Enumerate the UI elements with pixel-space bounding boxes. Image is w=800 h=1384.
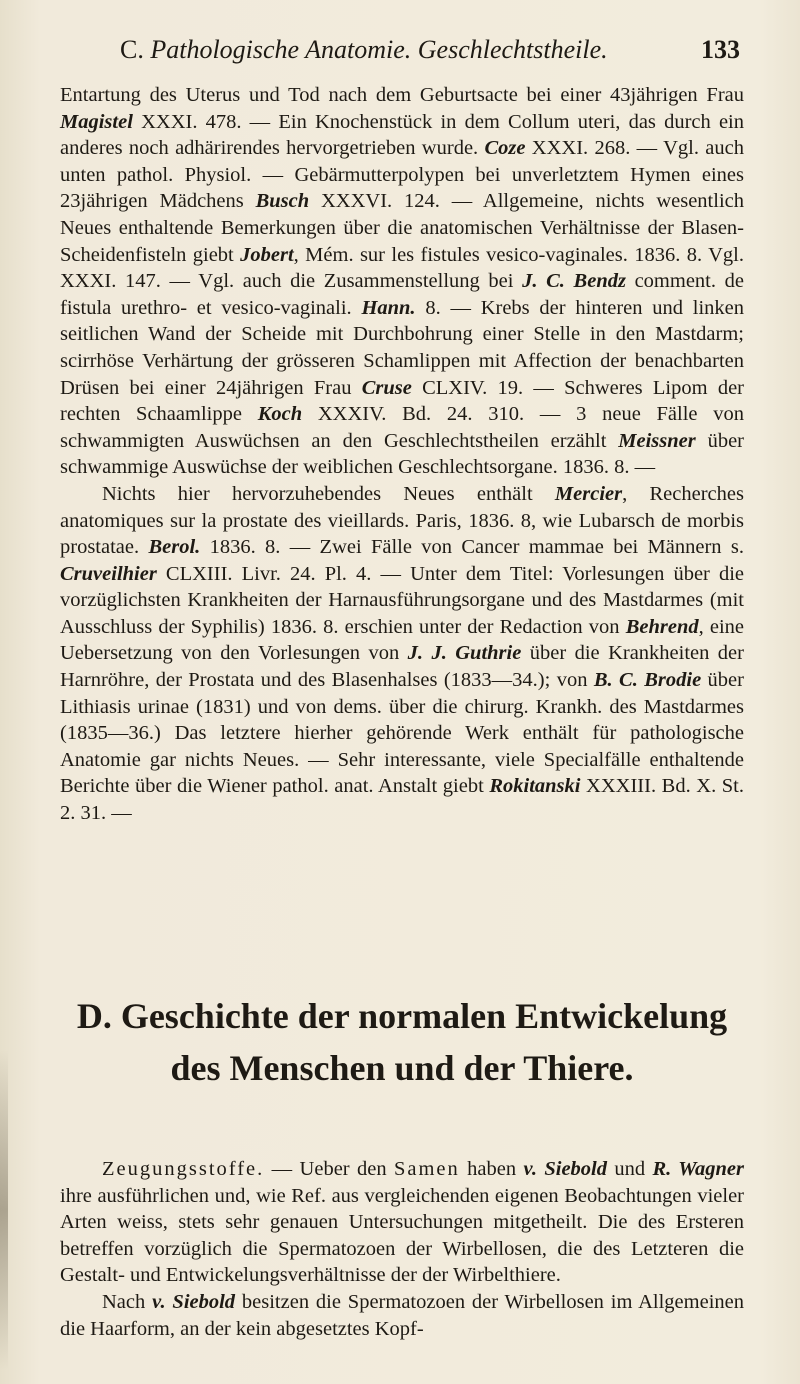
text-run: 1836. 8. — Zwei Fälle von Cancer mammae bei Männern s. xyxy=(200,536,744,559)
text-run: Nach xyxy=(102,1290,153,1313)
running-title xyxy=(120,30,608,70)
author-name: Meissner xyxy=(618,429,696,452)
text-run: Nichts hier hervorzuhebendes Neues enthält xyxy=(102,482,555,505)
spaced-term: Samen xyxy=(393,1158,460,1180)
text-run: über Lithiasis urinae (1831) und von dems. über die chirurg. Krankh. des Mastdarmes (1835—36.) Das letztere hierher gehörende Werk enthält für pathologische Anatomie gar nichts Neues. — Sehr interessante, viele Specialfälle enthaltende Berichte über die Wiener pathol. anat. Anstalt giebt xyxy=(60,669,744,798)
text-run: XXXVI. 124. — Allgemeine, nichts wesentlich Neues enthaltende Bemerkungen über die anatomischen Verhältnisse der Blasen- Scheidenfisteln giebt xyxy=(60,190,744,266)
page-edge-shadow xyxy=(0,1050,8,1370)
spaced-term: Zeugungsstoffe. xyxy=(102,1158,265,1180)
author-name: J. C. Bendz xyxy=(522,270,626,293)
text-run: CLXIV. 19. — Schweres Lipom der rechten Schaamlippe xyxy=(60,376,744,426)
author-name: Berol. xyxy=(148,536,201,559)
section-heading-line-1: D. Geschichte der normalen Entwickelung xyxy=(76,996,728,1036)
text-run: XXXI. 478. — Ein Knochenstück in dem Collum uteri, das durch ein anderes noch adhärirendes hervorgetrieben wurde. xyxy=(60,110,744,160)
text-run: über die Krankheiten der Harnröhre, der Prostata und des Blasenhalses (1833—34.); von xyxy=(60,642,744,692)
author-name: Jobert xyxy=(240,243,294,266)
author-name: Magistel xyxy=(60,110,133,133)
text-run: XXXIV. Bd. 24. 310. — 3 neue Fälle von schwammigten Auswüchsen an den Geschlechtstheilen erzählt xyxy=(60,403,745,452)
text-run: — Ueber den xyxy=(264,1158,394,1180)
text-run: , eine Uebersetzung von den Vorlesungen von xyxy=(60,615,744,665)
header-title: Pathologische Anatomie. Geschlechtstheile. xyxy=(150,35,608,64)
text-run: über schwammige Auswüchse der weiblichen Geschlechtsorgane. 1836. 8. — xyxy=(60,429,744,479)
text-run: XXXIII. Bd. X. St. 2. 31. — xyxy=(60,775,744,825)
author-name: v. Siebold xyxy=(152,1290,236,1313)
author-name: Mercier xyxy=(554,482,623,505)
main-text xyxy=(60,82,744,827)
author-name: Cruse xyxy=(361,376,412,399)
author-name: Behrend xyxy=(625,615,699,638)
paragraph-1 xyxy=(60,82,744,481)
section-heading xyxy=(60,990,744,1094)
text-run: 8. — Krebs der hinteren und linken seitlichen Wand der Scheide mit Durchbohrung einer Stelle in den Mastdarm; scirrhöse Verhärtung der grösseren Schamlippen mit Affection der benachbarten Drüsen bei einer 24jährigen Frau xyxy=(60,296,744,399)
author-name: R. Wagner xyxy=(652,1158,744,1180)
author-name: Koch xyxy=(257,403,303,426)
text-run: , Mém. sur les fistules vesico-vaginales. 1836. 8. Vgl. XXXI. 147. — Vgl. auch die Zusammenstellung bei xyxy=(60,243,745,293)
section-paragraph-1 xyxy=(60,1156,744,1289)
author-name: J. J. Guthrie xyxy=(407,642,522,665)
author-name: Cruveilhier xyxy=(60,562,157,585)
running-header xyxy=(120,30,740,70)
page-number: 133 xyxy=(701,35,740,64)
author-name: Hann. xyxy=(361,296,416,319)
section-heading-line-2: des Menschen und der Thiere. xyxy=(170,1048,634,1088)
text-run: XXXI. 268. — Vgl. auch unten pathol. Physiol. — Gebärmutterpolypen bei unverletztem Hymen eines 23jährigen Mädchens xyxy=(60,137,744,213)
text-run: CLXIII. Livr. 24. Pl. 4. — Unter dem Titel: Vorlesungen über die vorzüglichsten Krankheiten der Harnausführungsorgane und des Mastdarmes (mit Ausschluss der Syphilis) 1836. 8. erschien unter der Redaction von xyxy=(60,562,744,638)
author-name: Coze xyxy=(484,137,526,160)
section-paragraph-2 xyxy=(60,1289,744,1342)
text-run: comment. de fistula urethro- et vesico-vaginali. xyxy=(60,270,744,319)
author-name: v. Siebold xyxy=(523,1158,607,1180)
section-d-text xyxy=(60,1156,744,1342)
section-letter: C. xyxy=(120,35,144,64)
text-run: besitzen die Spermatozoen der Wirbellosen im Allgemeinen die Haarform, an der kein abgesetztes Kopf- xyxy=(60,1290,744,1340)
paragraph-2 xyxy=(60,481,744,827)
text-run: haben xyxy=(459,1158,524,1180)
text-run: , Recherches anatomiques sur la prostate des vieillards. Paris, 1836. 8, wie Lubarsch de morbis prostatae. xyxy=(60,482,744,559)
text-run: Entartung des Uterus und Tod nach dem Geburtsacte bei einer 43jährigen Frau xyxy=(60,84,744,106)
author-name: Rokitanski xyxy=(489,775,581,798)
author-name: B. C. Brodie xyxy=(593,669,702,692)
text-run: ihre ausführlichen und, wie Ref. aus vergleichenden eigenen Beobachtungen vieler Arten weiss, stets sehr genauen Untersuchungen mitgetheilt. Die des Ersteren betreffen vorzüglich die Spermatozoen der Wirbellosen, die des Letzteren die Gestalt- und Entwickelungsverhältnisse der der Wirbelthiere. xyxy=(60,1184,744,1287)
text-run: und xyxy=(606,1158,653,1180)
author-name: Busch xyxy=(255,190,310,213)
